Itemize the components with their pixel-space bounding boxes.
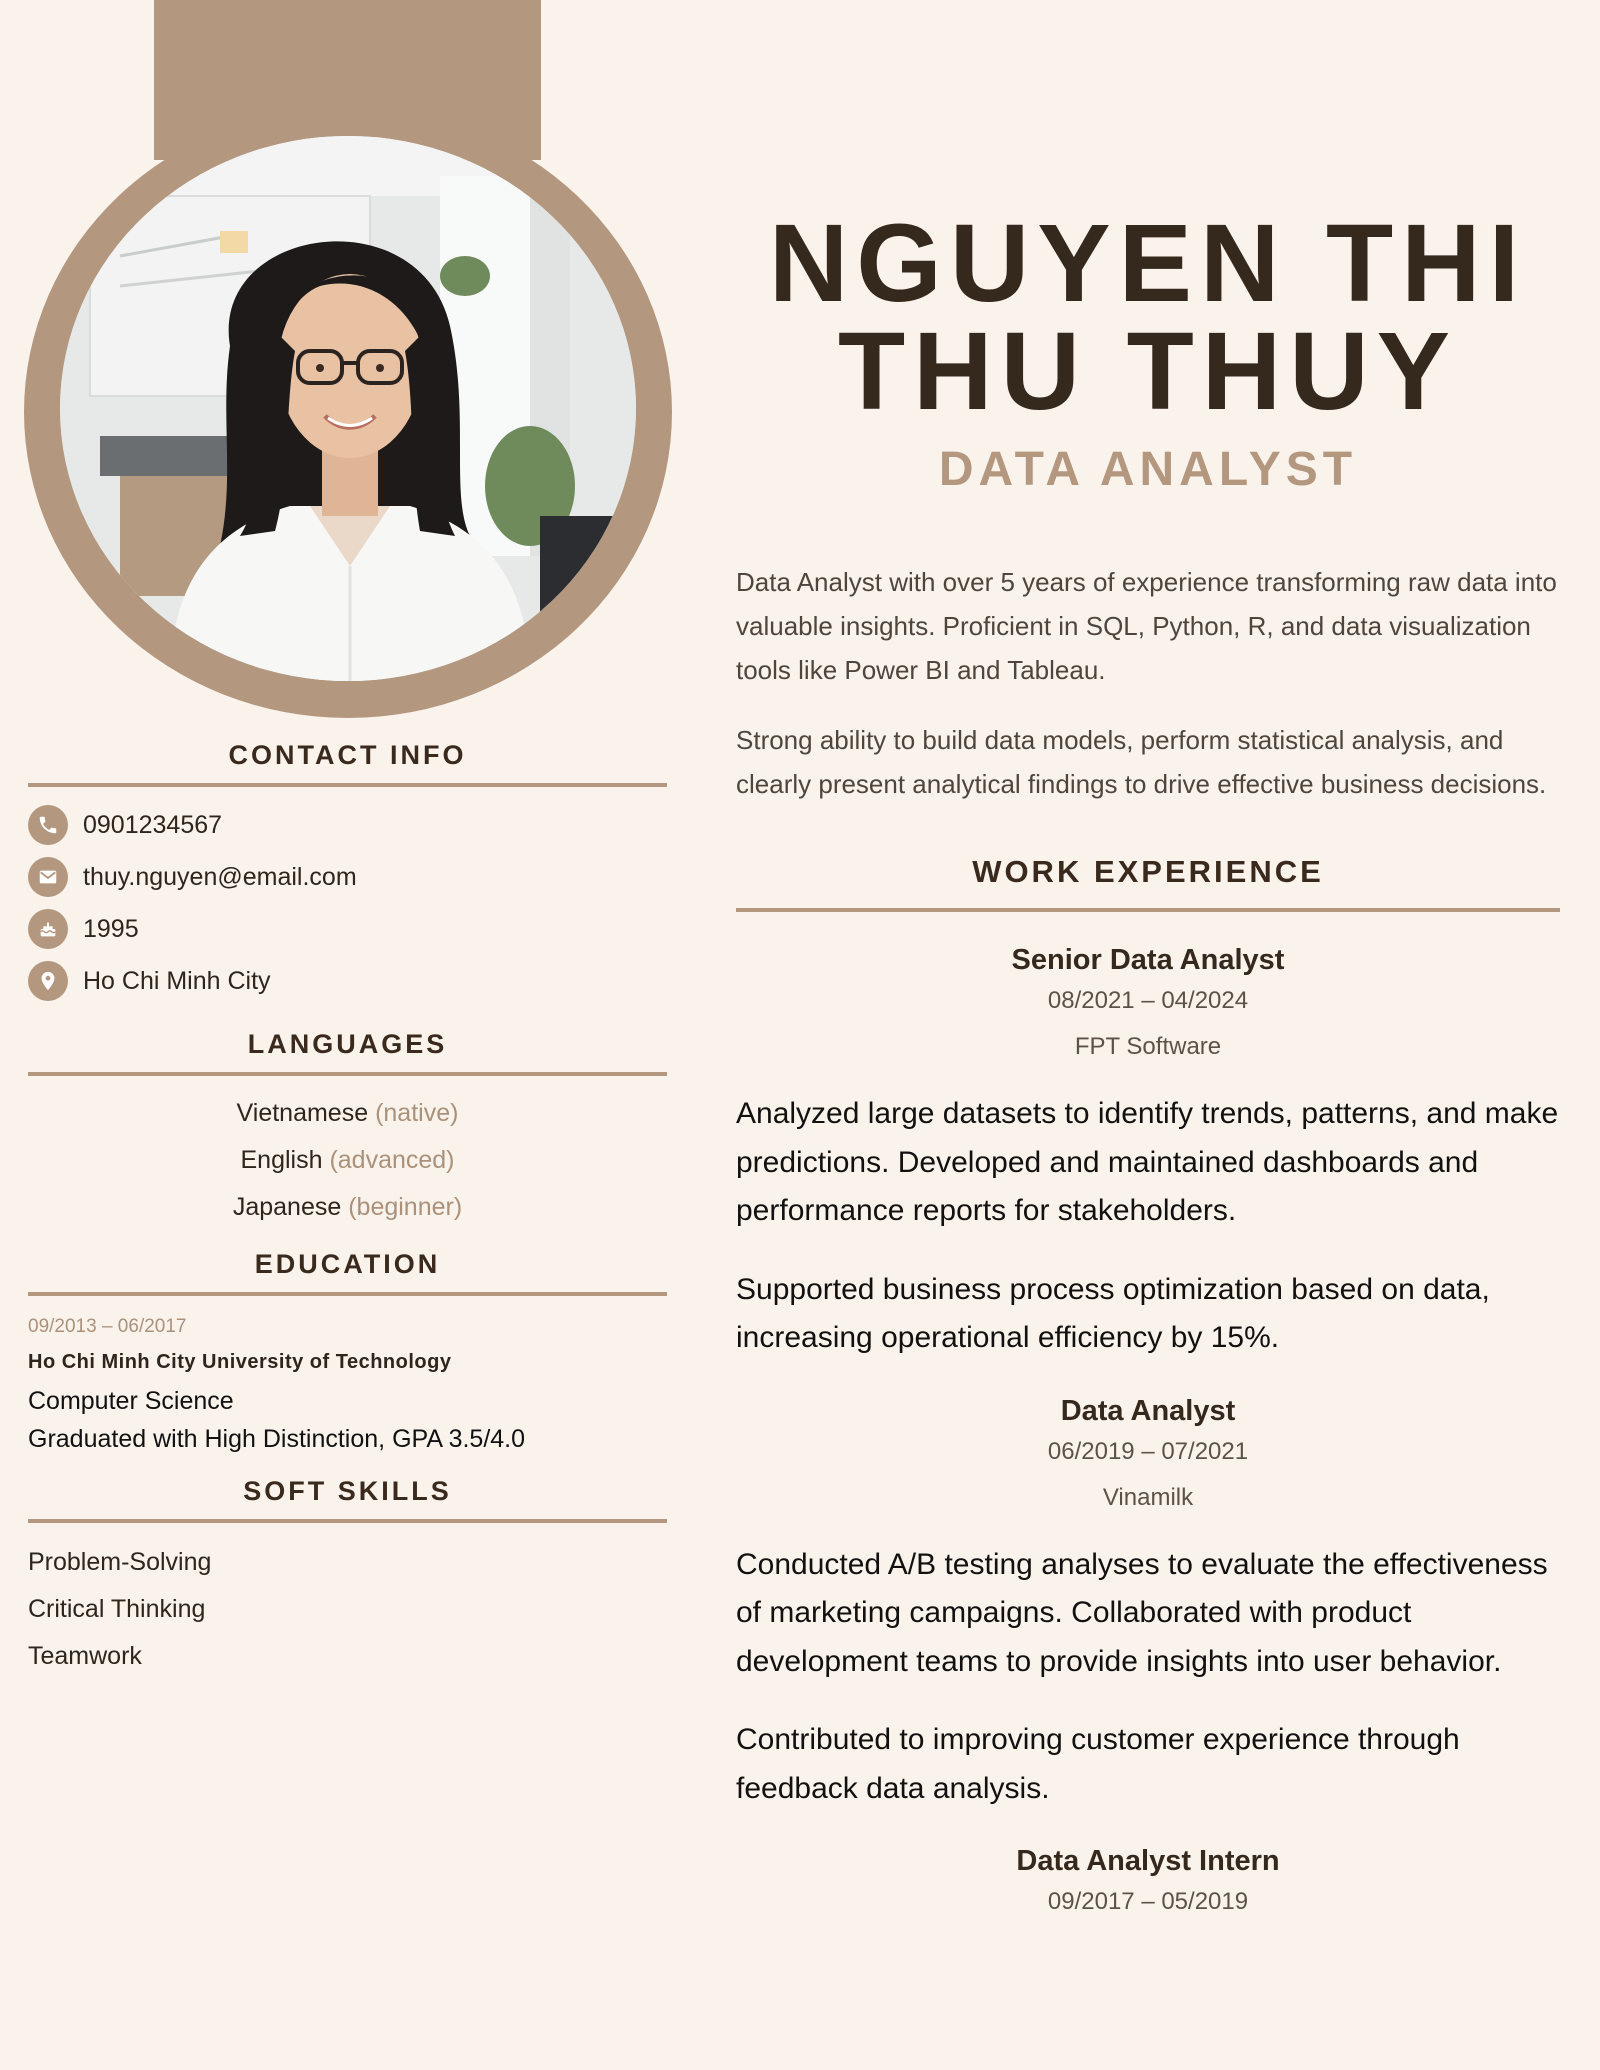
education-dates: 09/2013 – 06/2017: [28, 1316, 187, 1337]
contact-phone-value: 0901234567: [83, 810, 223, 839]
job-entry: [736, 942, 1560, 1363]
person-name-line2: THU THUY: [837, 310, 1459, 433]
profile-photo-illustration: [60, 136, 636, 681]
profile-summary: [736, 560, 1560, 806]
contact-location: [28, 955, 667, 1007]
job-detail: Conducted A/B testing analyses to evaluate the effectiveness of marketing campaigns. Collaborated with product development teams to provide insights into user behavior.: [736, 1547, 1548, 1678]
education-section: [28, 1249, 667, 1458]
job-detail: Contributed to improving customer experience through feedback data analysis.: [736, 1723, 1460, 1805]
contact-birth-year: [28, 903, 667, 955]
phone-icon: [28, 805, 68, 845]
photo-frame: [24, 106, 672, 718]
job-entry: [736, 1393, 1560, 1814]
job-company: Vinamilk: [1102, 1483, 1194, 1511]
language-level: (native): [375, 1099, 459, 1127]
profile-photo: [60, 136, 636, 681]
soft-skill-item: Problem-Solving: [28, 1548, 212, 1576]
summary-paragraph: Data Analyst with over 5 years of experience transforming raw data into valuable insights. Proficient in SQL, Python, R, and data visualization tools like Power BI and Tableau.: [736, 567, 1557, 685]
location-pin-icon: [28, 961, 68, 1001]
language-item: [28, 1137, 667, 1184]
contact-list: [28, 799, 667, 1007]
contact-heading: CONTACT INFO: [28, 740, 667, 787]
education-entry: [28, 1296, 667, 1458]
education-heading: EDUCATION: [28, 1249, 667, 1296]
work-experience-section: [736, 854, 1560, 1925]
language-name: Vietnamese: [236, 1099, 369, 1127]
language-item: [28, 1184, 667, 1231]
person-name-line1: NGUYEN THI: [768, 202, 1528, 325]
job-company: FPT Software: [1074, 1033, 1222, 1060]
job-description: [736, 1090, 1560, 1363]
education-note: Graduated with High Distinction, GPA 3.5/4.0: [28, 1425, 526, 1453]
languages-list: [28, 1090, 667, 1231]
contact-location-value: Ho Chi Minh City: [83, 966, 271, 995]
language-name: Japanese: [232, 1193, 342, 1221]
email-icon: [28, 857, 68, 897]
languages-heading: LANGUAGES: [28, 1029, 667, 1076]
contact-section: [28, 740, 667, 1007]
contact-phone[interactable]: [28, 799, 667, 851]
person-name: [736, 202, 1560, 433]
left-column: [28, 740, 667, 1680]
job-dates: 06/2019 – 07/2021: [1047, 1437, 1249, 1465]
language-level: (beginner): [348, 1193, 463, 1221]
soft-skills-heading: SOFT SKILLS: [28, 1476, 667, 1523]
job-role: Senior Data Analyst: [1011, 944, 1285, 976]
summary-paragraph: Strong ability to build data models, perform statistical analysis, and clearly present analytical findings to drive effective business decisions.: [736, 725, 1547, 799]
job-detail: Analyzed large datasets to identify trends, patterns, and make predictions. Developed and maintained dashboards and performance reports for stakeholders.: [736, 1097, 1559, 1227]
soft-skill-item: Teamwork: [28, 1642, 142, 1670]
contact-birth-year-value: 1995: [83, 914, 139, 943]
education-school: Ho Chi Minh City University of Technology: [28, 1351, 452, 1373]
job-dates: 09/2017 – 05/2019: [1047, 1888, 1249, 1915]
job-role: Data Analyst Intern: [1016, 1845, 1280, 1877]
job-dates: 08/2021 – 04/2024: [1047, 987, 1249, 1014]
contact-email-value: thuy.nguyen@email.com: [83, 862, 357, 891]
right-column: [736, 202, 1560, 1925]
soft-skills-list: [28, 1539, 667, 1680]
job-entry: [736, 1843, 1560, 1925]
job-title: DATA ANALYST: [938, 443, 1358, 496]
language-item: [28, 1090, 667, 1137]
education-major: Computer Science: [28, 1387, 234, 1415]
job-detail: Supported business process optimization based on data, increasing operational efficiency by 15%.: [736, 1272, 1490, 1354]
work-experience-heading: WORK EXPERIENCE: [736, 854, 1560, 912]
languages-section: [28, 1029, 667, 1231]
soft-skill-item: Critical Thinking: [28, 1595, 206, 1623]
birthday-cake-icon: [28, 909, 68, 949]
job-description: [736, 1541, 1560, 1814]
soft-skills-section: [28, 1476, 667, 1680]
language-name: English: [240, 1146, 323, 1174]
contact-email[interactable]: [28, 851, 667, 903]
language-level: (advanced): [329, 1146, 455, 1174]
job-role: Data Analyst: [1060, 1394, 1236, 1427]
